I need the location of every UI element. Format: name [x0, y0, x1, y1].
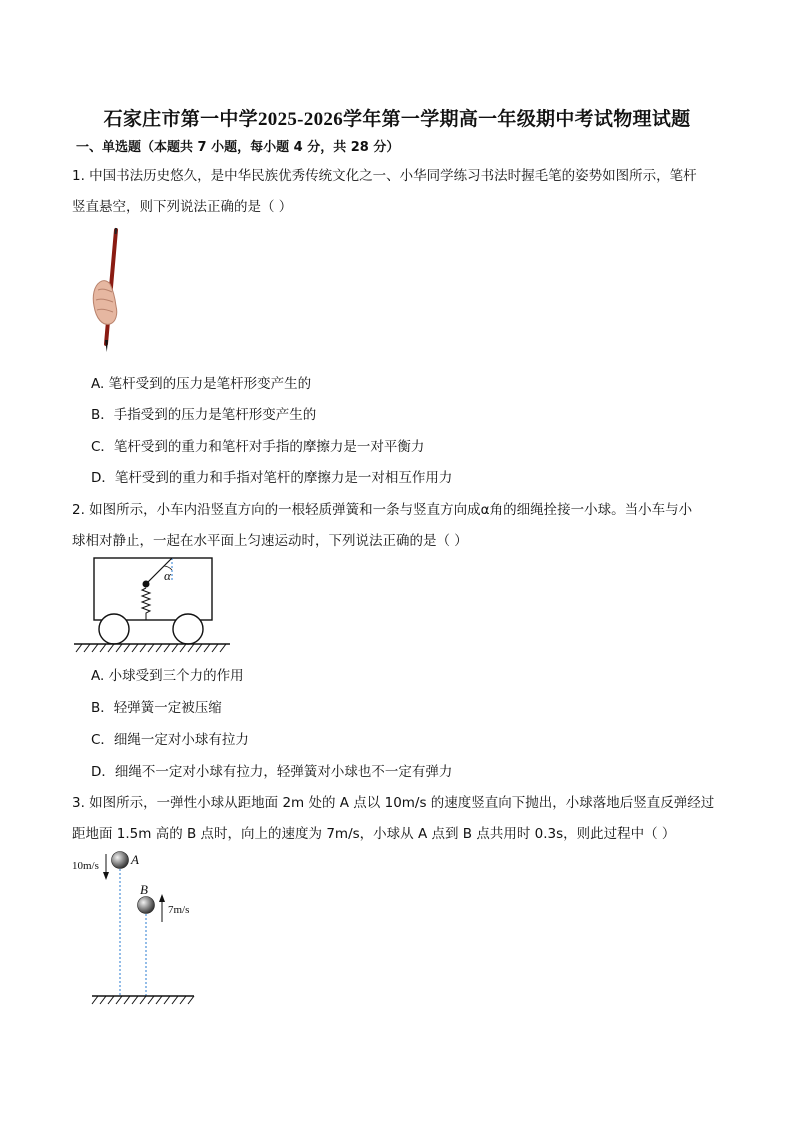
ground-hatching [92, 996, 194, 1004]
q1-option-d: D．笔杆受到的重力和手指对笔杆的摩擦力是一对相互作用力 [91, 470, 453, 486]
speed-b-label: 7m/s [168, 904, 190, 916]
speed-a-label: 10m/s [72, 860, 99, 872]
q2-stem-line2: 球相对静止，一起在水平面上匀速运动时，下列说法正确的是（ ） [72, 533, 468, 549]
wheel-left [99, 614, 129, 644]
ball-b [138, 897, 155, 914]
q2-option-c: C．细绳一定对小球有拉力 [91, 732, 249, 748]
q3-ball-figure [70, 846, 200, 1006]
q1-stem-line2: 竖直悬空，则下列说法正确的是（ ） [72, 199, 293, 215]
q2-option-b: B．轻弹簧一定被压缩 [91, 700, 222, 716]
q3-stem-line2: 距地面 1.5m 高的 B 点时，向上的速度为 7m/s，小球从 A 点到 B 点共用时 0.3s，则此过程中（ ） [72, 826, 676, 842]
section-heading: 一、单选题（本题共 7 小题，每小题 4 分，共 28 分） [76, 140, 400, 155]
q1-stem-line1: 1. 中国书法历史悠久，是中华民族优秀传统文化之一、小华同学练习书法时握毛笔的姿势如图所示，笔杆 [72, 168, 697, 184]
point-b-label: B [140, 882, 148, 897]
q1-option-c: C．笔杆受到的重力和笔杆对手指的摩擦力是一对平衡力 [91, 439, 425, 455]
title-school: 石家庄市第一中学 [103, 108, 258, 130]
ground-hatching [76, 644, 226, 652]
q2-stem-line1: 2. 如图所示，小车内沿竖直方向的一根轻质弹簧和一条与竖直方向成α角的细绳拴接一小球。当小车与小 [72, 502, 693, 518]
q3-stem-line1: 3. 如图所示，一弹性小球从距地面 2m 处的 A 点以 10m/s 的速度竖直向下抛出，小球落地后竖直反弹经过 [72, 795, 715, 811]
q1-option-b: B．手指受到的压力是笔杆形变产生的 [91, 407, 317, 423]
ball [143, 581, 150, 588]
title-year: 2025-2026 [257, 109, 344, 130]
q2-cart-figure [72, 556, 232, 654]
q2-option-a: A. 小球受到三个力的作用 [91, 668, 244, 684]
point-a-label: A [131, 852, 139, 867]
wheel-right [173, 614, 203, 644]
ball-a [112, 852, 129, 869]
cart-body [94, 558, 212, 620]
q2-option-d: D．细绳不一定对小球有拉力，轻弹簧对小球也不一定有弹力 [91, 764, 453, 780]
q1-brush-figure [86, 226, 136, 354]
brush-tip [105, 340, 108, 352]
title-rest: 学年第一学期高一年级期中考试物理试题 [343, 108, 691, 130]
exam-title [0, 104, 794, 131]
up-arrow-icon [159, 894, 165, 902]
spring [142, 588, 150, 620]
hand-shape [93, 281, 117, 325]
down-arrow-icon [103, 872, 109, 880]
q1-option-a: A. 笔杆受到的压力是笔杆形变产生的 [91, 376, 312, 392]
angle-label: α [164, 568, 171, 583]
